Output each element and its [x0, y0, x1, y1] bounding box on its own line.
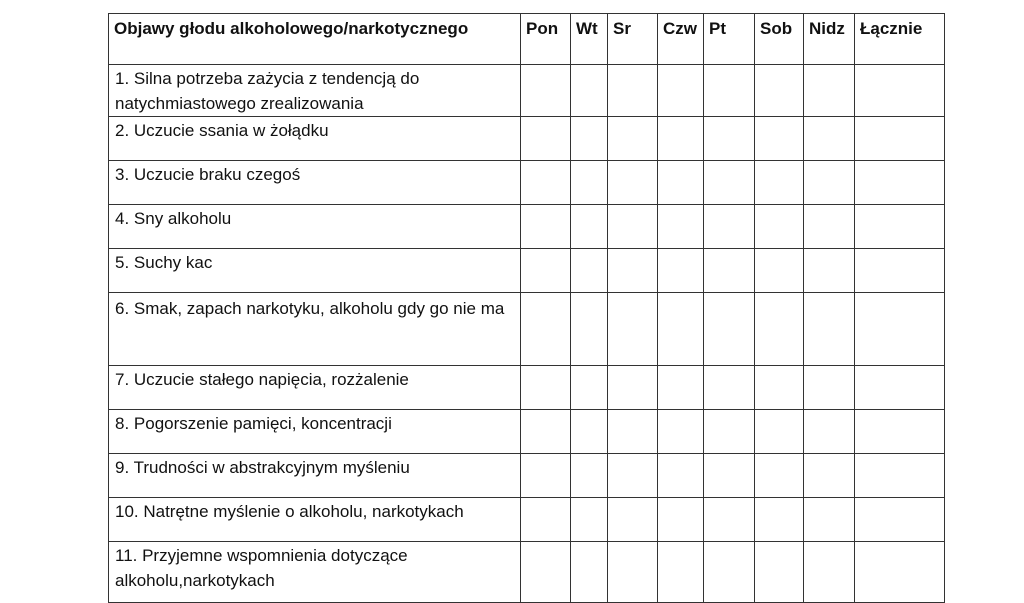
- table-row: [109, 410, 945, 454]
- table-row: [109, 249, 945, 293]
- day-cell-sat[interactable]: [755, 161, 804, 205]
- table-row: [109, 293, 945, 366]
- symptom-label: 7. Uczucie stałego napięcia, rozżalenie: [115, 370, 409, 389]
- table-row: [109, 161, 945, 205]
- day-cell-wed[interactable]: [608, 454, 658, 498]
- table-row: [109, 454, 945, 498]
- symptom-label: 6. Smak, zapach narkotyku, alkoholu gdy go nie ma: [115, 299, 505, 318]
- day-cell-sat[interactable]: [755, 498, 804, 542]
- symptom-cell: [109, 65, 521, 117]
- day-cell-sat[interactable]: [755, 542, 804, 603]
- day-cell-tue[interactable]: [571, 293, 608, 366]
- day-cell-fri[interactable]: [704, 117, 755, 161]
- table-row: [109, 542, 945, 603]
- symptom-label: 5. Suchy kac: [115, 253, 213, 272]
- header-saturday: [755, 14, 804, 65]
- day-cell-mon[interactable]: [521, 410, 571, 454]
- day-cell-mon[interactable]: [521, 205, 571, 249]
- symptom-cell: [109, 498, 521, 542]
- total-cell[interactable]: [855, 498, 945, 542]
- day-cell-tue[interactable]: [571, 65, 608, 117]
- day-cell-wed[interactable]: [608, 249, 658, 293]
- symptom-label: 9. Trudności w abstrakcyjnym myśleniu: [115, 458, 410, 477]
- day-cell-sat[interactable]: [755, 205, 804, 249]
- total-cell[interactable]: [855, 366, 945, 410]
- day-cell-tue[interactable]: [571, 454, 608, 498]
- symptom-label: 11. Przyjemne wspomnienia dotyczące alkoholu,narkotykach: [115, 546, 408, 590]
- total-cell[interactable]: [855, 293, 945, 366]
- day-cell-sun[interactable]: [804, 161, 855, 205]
- symptom-label: 1. Silna potrzeba zażycia z tendencją do natychmiastowego zrealizowania: [115, 69, 420, 113]
- day-cell-sat[interactable]: [755, 410, 804, 454]
- day-cell-sun[interactable]: [804, 542, 855, 603]
- day-cell-tue[interactable]: [571, 366, 608, 410]
- day-cell-fri[interactable]: [704, 161, 755, 205]
- day-cell-sun[interactable]: [804, 65, 855, 117]
- day-cell-mon[interactable]: [521, 542, 571, 603]
- day-cell-tue[interactable]: [571, 161, 608, 205]
- header-monday-label: Pon: [526, 19, 559, 38]
- total-cell[interactable]: [855, 249, 945, 293]
- header-friday-label: Pt: [709, 19, 726, 38]
- day-cell-fri[interactable]: [704, 65, 755, 117]
- symptom-label: 8. Pogorszenie pamięci, koncentracji: [115, 414, 392, 433]
- day-cell-thu[interactable]: [658, 454, 704, 498]
- day-cell-thu[interactable]: [658, 65, 704, 117]
- symptom-cell: [109, 366, 521, 410]
- day-cell-wed[interactable]: [608, 366, 658, 410]
- day-cell-fri[interactable]: [704, 293, 755, 366]
- day-cell-thu[interactable]: [658, 366, 704, 410]
- day-cell-fri[interactable]: [704, 454, 755, 498]
- header-symptom: [109, 14, 521, 65]
- day-cell-sun[interactable]: [804, 249, 855, 293]
- symptom-cell: [109, 410, 521, 454]
- day-cell-wed[interactable]: [608, 65, 658, 117]
- day-cell-thu[interactable]: [658, 117, 704, 161]
- header-total-label: Łącznie: [860, 19, 923, 38]
- day-cell-mon[interactable]: [521, 498, 571, 542]
- header-thursday: [658, 14, 704, 65]
- day-cell-sun[interactable]: [804, 293, 855, 366]
- symptom-label: 2. Uczucie ssania w żołądku: [115, 121, 329, 140]
- table-row: [109, 205, 945, 249]
- day-cell-thu[interactable]: [658, 161, 704, 205]
- day-cell-sat[interactable]: [755, 366, 804, 410]
- table-row: [109, 366, 945, 410]
- day-cell-sun[interactable]: [804, 205, 855, 249]
- header-symptom-label: Objawy głodu alkoholowego/narkotycznego: [114, 19, 469, 38]
- day-cell-wed[interactable]: [608, 293, 658, 366]
- day-cell-fri[interactable]: [704, 410, 755, 454]
- day-cell-mon[interactable]: [521, 161, 571, 205]
- day-cell-wed[interactable]: [608, 410, 658, 454]
- symptom-cell: [109, 161, 521, 205]
- table-row: [109, 65, 945, 117]
- header-friday: [704, 14, 755, 65]
- day-cell-wed[interactable]: [608, 205, 658, 249]
- day-cell-mon[interactable]: [521, 65, 571, 117]
- day-cell-tue[interactable]: [571, 498, 608, 542]
- day-cell-thu[interactable]: [658, 498, 704, 542]
- symptoms-tracking-table: [108, 13, 945, 603]
- day-cell-sat[interactable]: [755, 293, 804, 366]
- day-cell-mon[interactable]: [521, 366, 571, 410]
- header-row: [109, 14, 945, 65]
- symptom-label: 3. Uczucie braku czegoś: [115, 165, 301, 184]
- symptom-cell: [109, 205, 521, 249]
- header-monday: [521, 14, 571, 65]
- header-tuesday-label: Wt: [576, 19, 598, 38]
- day-cell-mon[interactable]: [521, 454, 571, 498]
- symptom-cell: [109, 542, 521, 603]
- header-wednesday-label: Sr: [613, 19, 631, 38]
- day-cell-tue[interactable]: [571, 117, 608, 161]
- symptom-cell: [109, 249, 521, 293]
- day-cell-mon[interactable]: [521, 293, 571, 366]
- day-cell-fri[interactable]: [704, 249, 755, 293]
- day-cell-sat[interactable]: [755, 454, 804, 498]
- symptom-label: 4. Sny alkoholu: [115, 209, 232, 228]
- day-cell-wed[interactable]: [608, 161, 658, 205]
- day-cell-fri[interactable]: [704, 498, 755, 542]
- day-cell-sat[interactable]: [755, 117, 804, 161]
- total-cell[interactable]: [855, 117, 945, 161]
- header-saturday-label: Sob: [760, 19, 793, 38]
- day-cell-sun[interactable]: [804, 366, 855, 410]
- total-cell[interactable]: [855, 161, 945, 205]
- total-cell[interactable]: [855, 65, 945, 117]
- symptom-label: 10. Natrętne myślenie o alkoholu, narkotykach: [115, 502, 464, 521]
- day-cell-mon[interactable]: [521, 117, 571, 161]
- day-cell-sat[interactable]: [755, 65, 804, 117]
- header-total: [855, 14, 945, 65]
- day-cell-thu[interactable]: [658, 542, 704, 603]
- day-cell-thu[interactable]: [658, 249, 704, 293]
- total-cell[interactable]: [855, 454, 945, 498]
- total-cell[interactable]: [855, 542, 945, 603]
- day-cell-mon[interactable]: [521, 249, 571, 293]
- total-cell[interactable]: [855, 410, 945, 454]
- day-cell-fri[interactable]: [704, 366, 755, 410]
- day-cell-wed[interactable]: [608, 542, 658, 603]
- day-cell-tue[interactable]: [571, 249, 608, 293]
- header-tuesday: [571, 14, 608, 65]
- day-cell-thu[interactable]: [658, 410, 704, 454]
- day-cell-sun[interactable]: [804, 454, 855, 498]
- day-cell-thu[interactable]: [658, 293, 704, 366]
- day-cell-tue[interactable]: [571, 542, 608, 603]
- table-row: [109, 117, 945, 161]
- day-cell-sun[interactable]: [804, 410, 855, 454]
- day-cell-fri[interactable]: [704, 542, 755, 603]
- day-cell-fri[interactable]: [704, 205, 755, 249]
- day-cell-thu[interactable]: [658, 205, 704, 249]
- symptom-cell: [109, 293, 521, 366]
- symptom-cell: [109, 117, 521, 161]
- day-cell-tue[interactable]: [571, 205, 608, 249]
- day-cell-wed[interactable]: [608, 117, 658, 161]
- table-row: [109, 498, 945, 542]
- day-cell-sun[interactable]: [804, 498, 855, 542]
- day-cell-sat[interactable]: [755, 249, 804, 293]
- day-cell-sun[interactable]: [804, 117, 855, 161]
- header-thursday-label: Czw: [663, 19, 697, 38]
- header-wednesday: [608, 14, 658, 65]
- total-cell[interactable]: [855, 205, 945, 249]
- header-sunday-label: Nidz: [809, 19, 845, 38]
- symptom-cell: [109, 454, 521, 498]
- header-sunday: [804, 14, 855, 65]
- day-cell-tue[interactable]: [571, 410, 608, 454]
- day-cell-wed[interactable]: [608, 498, 658, 542]
